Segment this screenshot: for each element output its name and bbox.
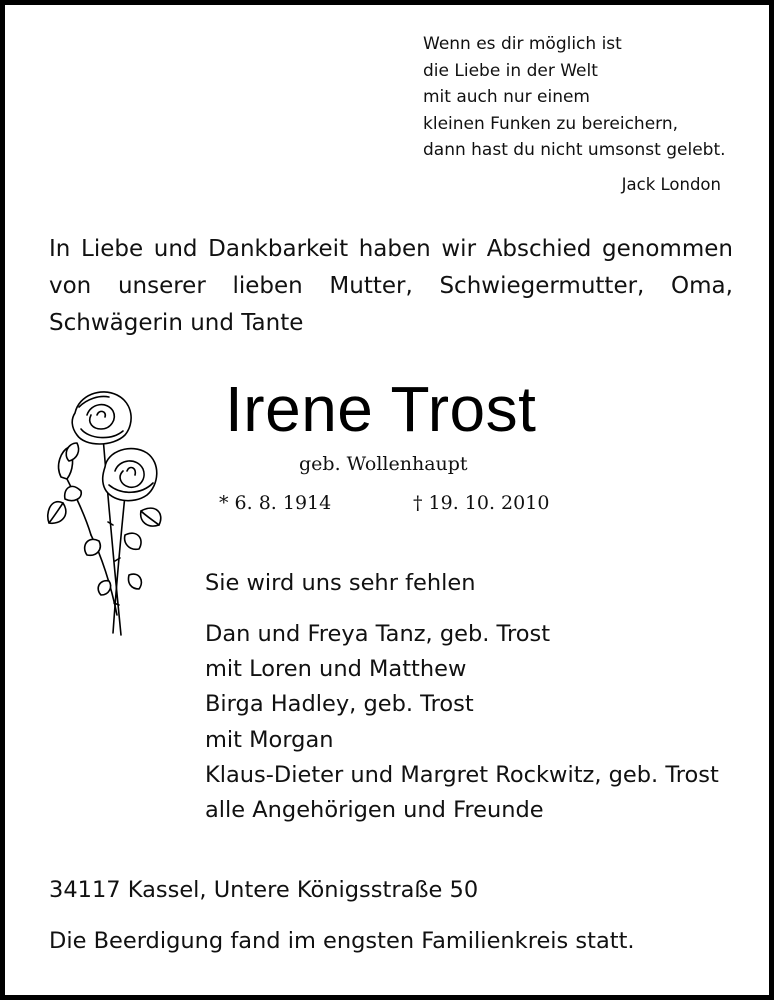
intro-word: Schwiegermutter, bbox=[439, 273, 645, 299]
quote-block bbox=[423, 31, 753, 164]
intro-word: Liebe bbox=[81, 236, 144, 262]
quote-line: dann hast du nicht umsonst gelebt. bbox=[423, 140, 726, 160]
intro-word: haben bbox=[358, 236, 431, 262]
intro-line bbox=[49, 231, 733, 268]
closing-line: Sie wird uns sehr fehlen bbox=[205, 570, 476, 596]
maiden-name: geb. Wollenhaupt bbox=[299, 453, 468, 475]
mourner-line: alle Angehörigen und Freunde bbox=[205, 797, 544, 824]
quote-line: mit auch nur einem bbox=[423, 87, 590, 107]
intro-word: wir bbox=[441, 236, 477, 262]
birth-date: * 6. 8. 1914 bbox=[219, 492, 332, 514]
mourner-line: mit Loren und Matthew bbox=[205, 656, 467, 683]
quote-line: Wenn es dir möglich ist bbox=[423, 34, 622, 54]
mourner-line: Klaus-Dieter und Margret Rockwitz, geb. Trost bbox=[205, 761, 719, 788]
mourner-line: Dan und Freya Tanz, geb. Trost bbox=[205, 621, 551, 647]
intro-line bbox=[49, 268, 733, 305]
intro-word: Abschied bbox=[486, 236, 592, 262]
quote-line: kleinen Funken zu bereichern, bbox=[423, 113, 679, 134]
intro-word: und bbox=[153, 236, 198, 262]
address: 34117 Kassel, Untere Königsstraße 50 bbox=[49, 877, 479, 903]
mourner-line: Birga Hadley, geb. Trost bbox=[205, 691, 474, 718]
intro-word: Mutter, bbox=[329, 273, 413, 299]
intro-word: lieben bbox=[232, 273, 303, 299]
rose-illustration bbox=[41, 385, 171, 645]
mourner-line: mit Morgan bbox=[205, 726, 334, 753]
intro-word: genommen bbox=[602, 236, 733, 262]
deceased-name: Irene Trost bbox=[225, 373, 537, 445]
intro-line: Schwägerin und Tante bbox=[49, 310, 304, 336]
intro-word: von bbox=[49, 273, 92, 299]
intro-word: Dankbarkeit bbox=[208, 236, 349, 262]
quote-line: die Liebe in der Welt bbox=[423, 60, 598, 81]
funeral-note: Die Beerdigung fand im engsten Familienkreis statt. bbox=[49, 928, 635, 954]
quote-author: Jack London bbox=[621, 175, 721, 194]
intro-word: In bbox=[49, 236, 71, 262]
mourners-list bbox=[205, 617, 719, 828]
intro-word: unserer bbox=[117, 273, 206, 299]
intro-word: Oma, bbox=[671, 273, 733, 299]
intro-text bbox=[49, 231, 733, 342]
death-date: † 19. 10. 2010 bbox=[413, 492, 550, 514]
